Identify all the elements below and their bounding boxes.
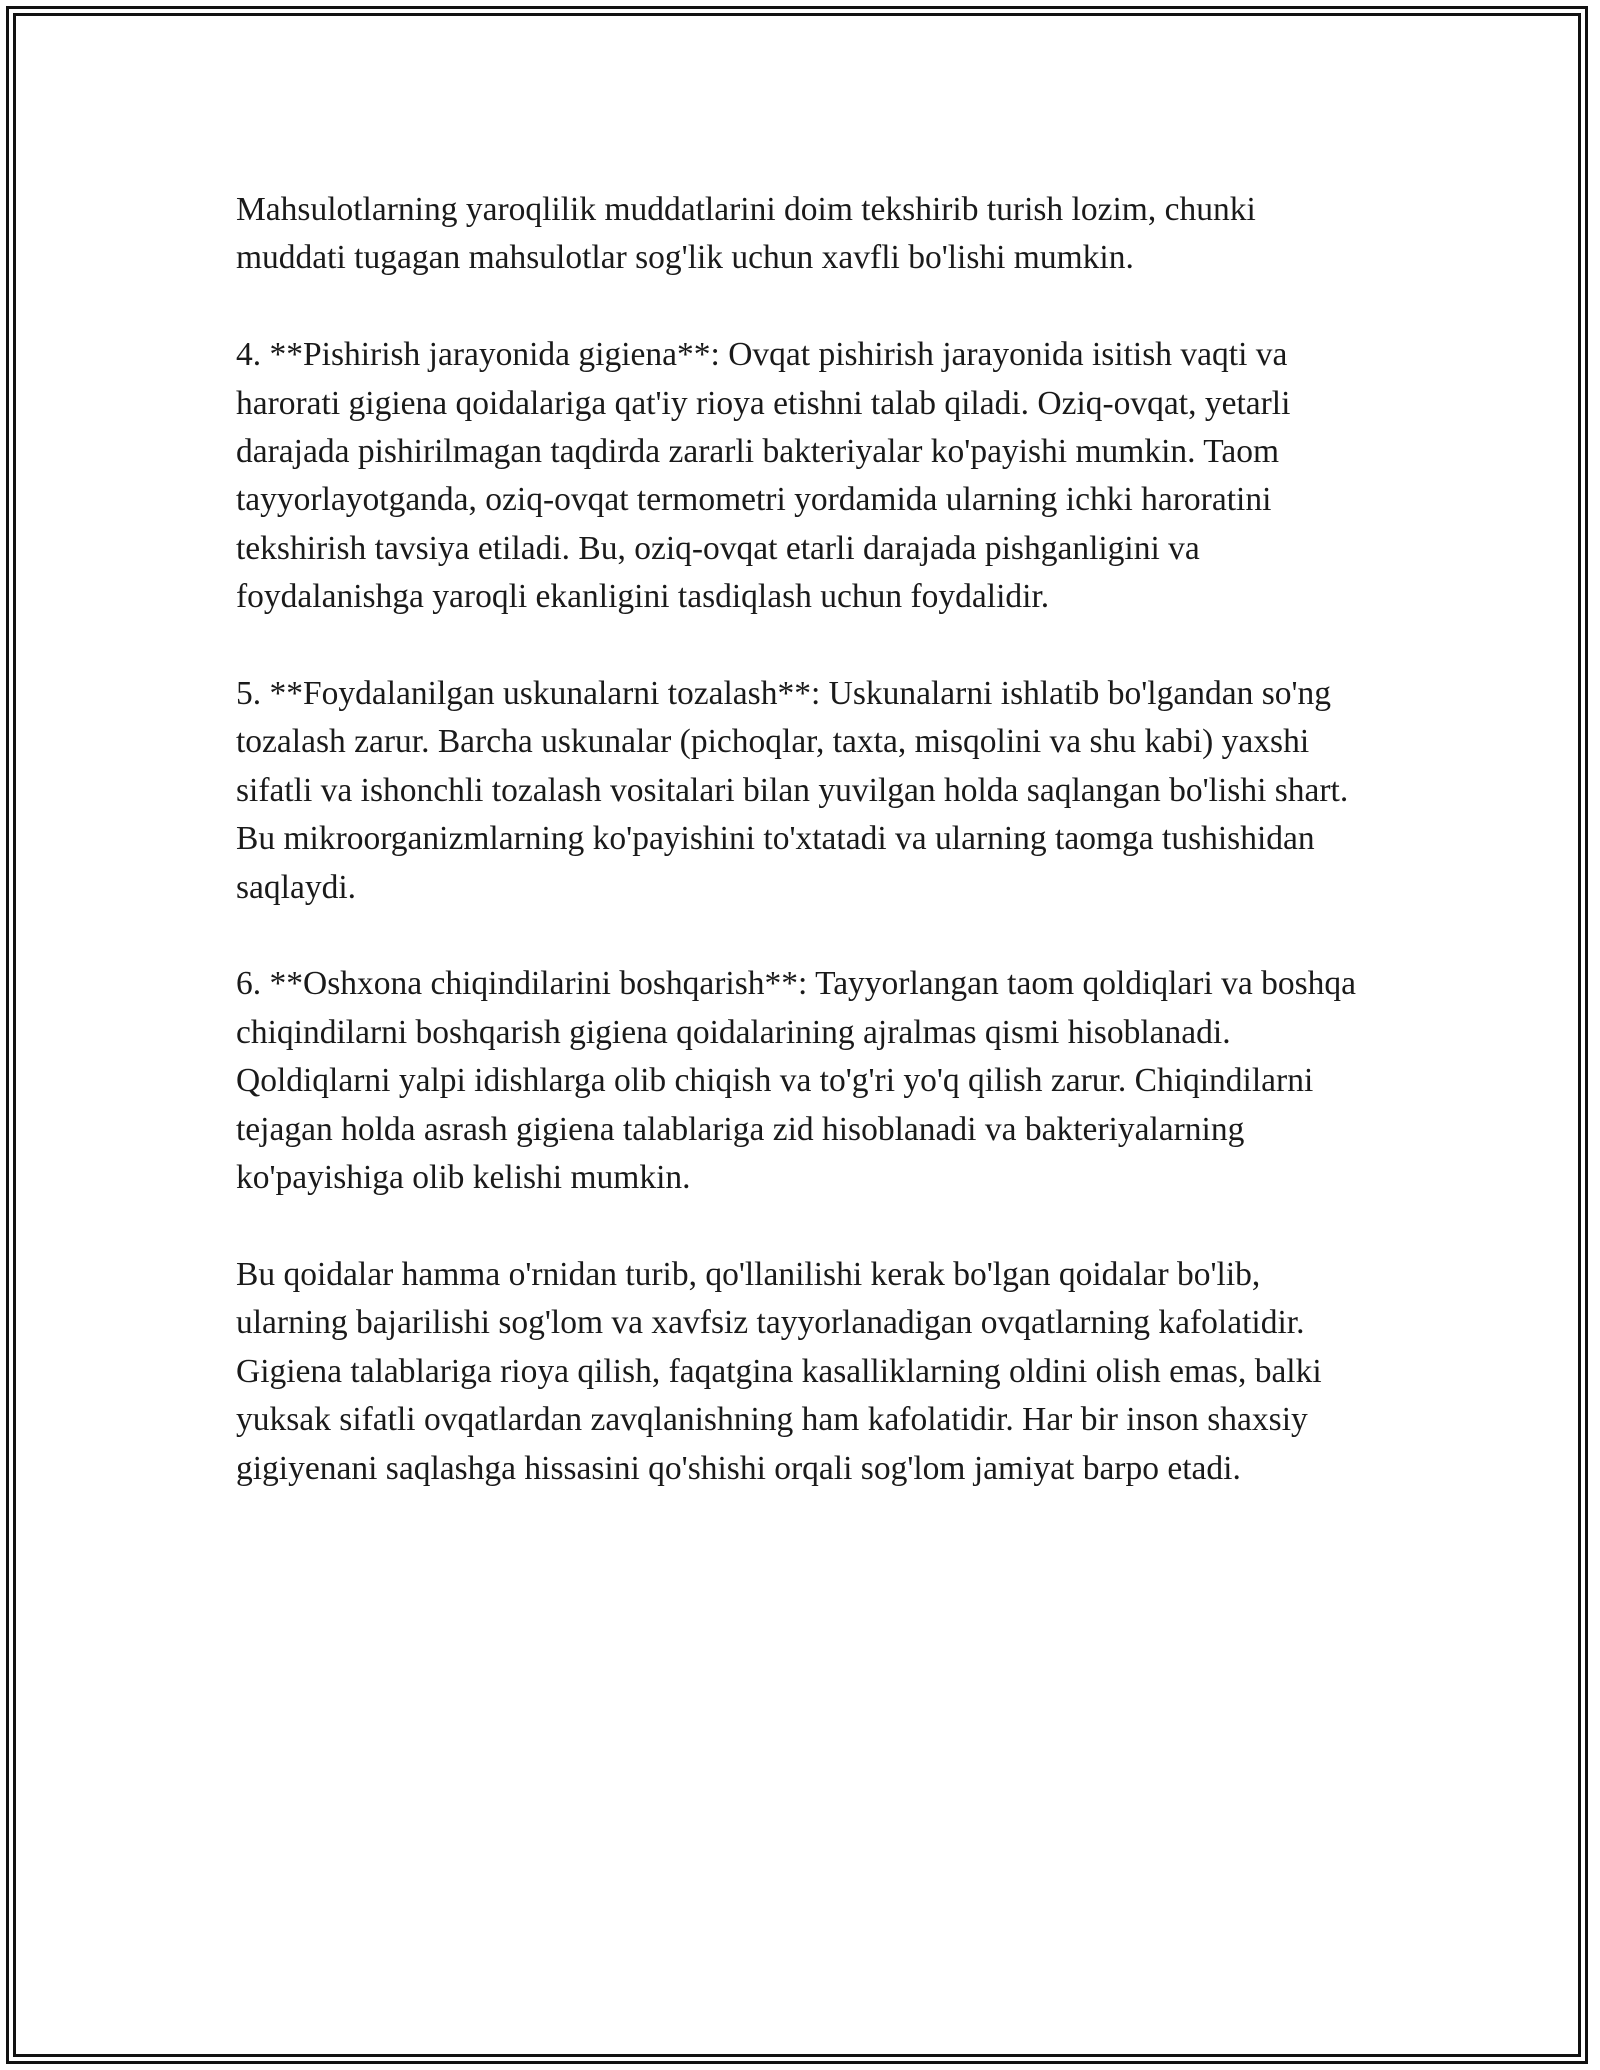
intro-paragraph: Mahsulotlarning yaroqlilik muddatlarini doim tekshirib turish lozim, chunki muddati tugagan mahsulotlar sog'lik uchun xavfli bo'lishi mumkin. bbox=[236, 191, 1256, 277]
cooking-hygiene-paragraph: 4. **Pishirish jarayonida gigiena**: Ovqat pishirish jarayonida isitish vaqti va harorati gigiena qoidalariga qat'iy rioya etishni talab qiladi. Oziq-ovqat, yetarli darajada pishirilmagan taqdirda zararli bakteriyalar ko'payishi mumkin. Taom tayyorlayotganda, oziq-ovqat termometri yordamida ularning ichki haroratini tekshirish tavsiya etiladi. Bu, oziq-ovqat etarli darajada pishganligini va foydalanishga yaroqli ekanligini tasdiqlash uchun foydalidir. bbox=[236, 336, 1291, 616]
document-body bbox=[236, 186, 1366, 1541]
kitchen-waste-paragraph: 6. **Oshxona chiqindilarini boshqarish**: Tayyorlangan taom qoldiqlari va boshqa chiqindilarni boshqarish gigiena qoidalarining ajralmas qismi hisoblanadi. Qoldiqlarni yalpi idishlarga olib chiqish va to'g'ri yo'q qilish zarur. Chiqindilarni tejagan holda asrash gigiena talablariga zid hisoblanadi va bakteriyalarning ko'payishiga olib kelishi mumkin. bbox=[236, 965, 1357, 1197]
equipment-cleaning-paragraph: 5. **Foydalanilgan uskunalarni tozalash**: Uskunalarni ishlatib bo'lgandan so'ng tozalash zarur. Barcha uskunalar (pichoqlar, taxta, misqolini va shu kabi) yaxshi sifatli va ishonchli tozalash vositalari bilan yuvilgan holda saqlangan bo'lishi shart. Bu mikroorganizmlarning ko'payishini to'xtatadi va ularning taomga tushishidan saqlaydi. bbox=[236, 675, 1349, 906]
conclusion-paragraph: Bu qoidalar hamma o'rnidan turib, qo'llanilishi kerak bo'lgan qoidalar bo'lib, ularning bajarilishi sog'lom va xavfsiz tayyorlanadigan ovqatlarning kafolatidir. Gigiena talablariga rioya qilish, faqatgina kasalliklarning oldini olish emas, balki yuksak sifatli ovqatlardan zavqlanishning ham kafolatidir. Har bir inson shaxsiy gigiyenani saqlashga hissasini qo'shishi orqali sog'lom jamiyat barpo etadi. bbox=[236, 1255, 1322, 1487]
